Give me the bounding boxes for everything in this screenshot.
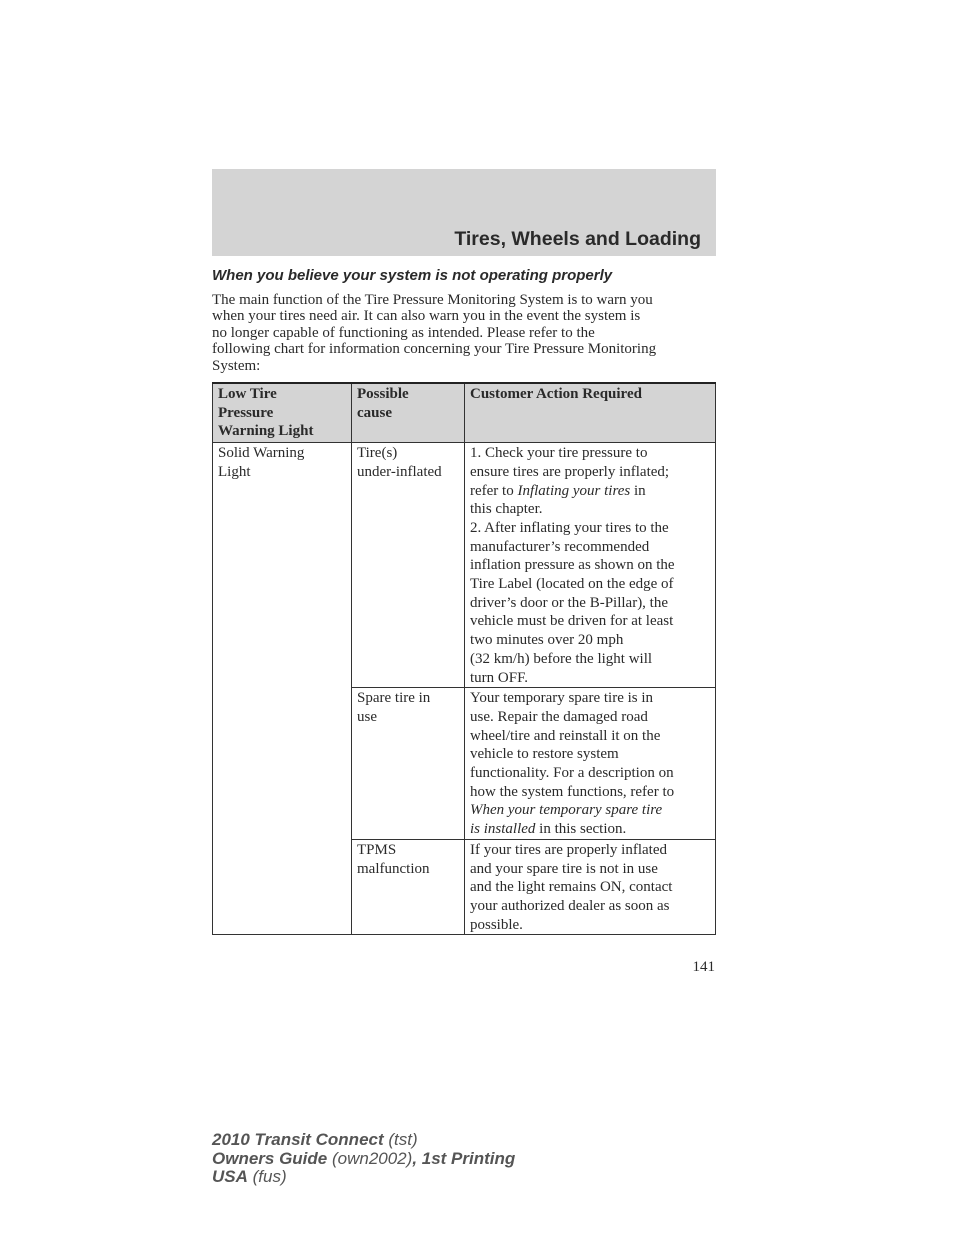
intro-line: following chart for information concerning your Tire Pressure Monitoring bbox=[212, 341, 657, 358]
footer-text: 2010 Transit Connect bbox=[212, 1130, 384, 1149]
footer-line bbox=[212, 1168, 515, 1187]
cell-cause bbox=[352, 839, 465, 935]
text-span: in bbox=[630, 482, 646, 499]
intro-paragraph bbox=[212, 292, 716, 374]
cell-text bbox=[470, 482, 710, 501]
table-header-row bbox=[213, 383, 716, 443]
footer-text: Owners Guide bbox=[212, 1148, 328, 1168]
cell-cause bbox=[352, 443, 465, 688]
page-title: Tires, Wheels and Loading bbox=[454, 228, 701, 250]
footer-text: , 1st Printing bbox=[412, 1148, 516, 1168]
footer-text: (own2002) bbox=[327, 1148, 413, 1168]
header-text: Low Tire bbox=[218, 386, 277, 402]
header-text: cause bbox=[357, 404, 392, 421]
cell-text: TPMS bbox=[357, 841, 397, 858]
cell-text: Tire(s) bbox=[357, 445, 398, 462]
cell-text: under-inflated bbox=[357, 463, 442, 480]
text-span: refer to bbox=[470, 482, 518, 499]
footer-text: USA bbox=[212, 1167, 248, 1186]
cell-text: 1. Check your tire pressure to bbox=[470, 445, 648, 462]
table-row bbox=[213, 443, 716, 688]
cell-text: your authorized dealer as soon as bbox=[470, 897, 670, 914]
cell-cause bbox=[352, 688, 465, 840]
reference-link-text: Inflating your tires bbox=[517, 482, 631, 499]
cell-warning-light bbox=[213, 443, 352, 935]
header-customer-action bbox=[465, 383, 716, 443]
cell-text: manufacturer’s recommended bbox=[470, 538, 650, 555]
section-heading: When you believe your system is not operating properly bbox=[212, 267, 613, 284]
cell-action bbox=[465, 443, 716, 688]
cell-text: Tire Label (located on the edge of bbox=[470, 576, 674, 593]
cell-text: use bbox=[357, 708, 377, 725]
cell-text bbox=[470, 820, 710, 839]
header-text: Customer Action Required bbox=[470, 386, 642, 402]
footer bbox=[212, 1131, 515, 1187]
cell-text: malfunction bbox=[357, 860, 430, 877]
cell-text: wheel/tire and reinstall it on the bbox=[470, 727, 661, 744]
cell-text: turn OFF. bbox=[470, 669, 528, 686]
cell-text: use. Repair the damaged road bbox=[470, 708, 648, 725]
intro-line: no longer capable of functioning as intended. Please refer to the bbox=[212, 324, 595, 341]
cell-text: Solid Warning bbox=[218, 445, 305, 462]
cell-text: Spare tire in bbox=[357, 690, 431, 707]
reference-link-text: When your temporary spare tire bbox=[470, 802, 663, 819]
cell-text: and the light remains ON, contact bbox=[470, 879, 673, 896]
cell-action bbox=[465, 688, 716, 840]
cell-text bbox=[470, 801, 710, 820]
header-text: Warning Light bbox=[218, 423, 314, 440]
page-number: 141 bbox=[692, 959, 715, 975]
text-span: in this section. bbox=[535, 821, 627, 838]
footer-text: (fus) bbox=[247, 1167, 287, 1186]
cell-text: If your tires are properly inflated bbox=[470, 841, 667, 858]
cell-text: vehicle to restore system bbox=[470, 746, 619, 763]
cell-text: Light bbox=[218, 463, 251, 480]
cell-text: vehicle must be driven for at least bbox=[470, 613, 674, 630]
cell-text: this chapter. bbox=[470, 501, 543, 518]
reference-link-text: is installed bbox=[470, 821, 536, 838]
cell-text: and your spare tire is not in use bbox=[470, 860, 658, 877]
intro-line: System: bbox=[212, 357, 261, 374]
footer-text: (tst) bbox=[383, 1130, 418, 1149]
intro-line: when your tires need air. It can also warn you in the event the system is bbox=[212, 308, 641, 325]
footer-line bbox=[212, 1131, 515, 1150]
header-text: Pressure bbox=[218, 404, 274, 421]
cell-text: (32 km/h) before the light will bbox=[470, 650, 653, 667]
cell-text: inflation pressure as shown on the bbox=[470, 557, 675, 574]
cell-action bbox=[465, 839, 716, 935]
cell-text: how the system functions, refer to bbox=[470, 783, 675, 800]
cell-text: driver’s door or the B-Pillar), the bbox=[470, 594, 669, 611]
intro-line: The main function of the Tire Pressure Monitoring System is to warn you bbox=[212, 292, 653, 308]
cell-text: possible. bbox=[470, 916, 523, 933]
header-band bbox=[212, 169, 716, 256]
cell-text: Your temporary spare tire is in bbox=[470, 690, 654, 707]
cell-text: ensure tires are properly inflated; bbox=[470, 463, 670, 480]
cell-text: functionality. For a description on bbox=[470, 765, 674, 782]
header-warning-light bbox=[213, 383, 352, 443]
header-text: Possible bbox=[357, 386, 409, 402]
header-possible-cause bbox=[352, 383, 465, 443]
tpms-table bbox=[212, 382, 716, 935]
footer-line bbox=[212, 1150, 515, 1169]
cell-text: two minutes over 20 mph bbox=[470, 632, 624, 649]
cell-text: 2. After inflating your tires to the bbox=[470, 519, 669, 536]
